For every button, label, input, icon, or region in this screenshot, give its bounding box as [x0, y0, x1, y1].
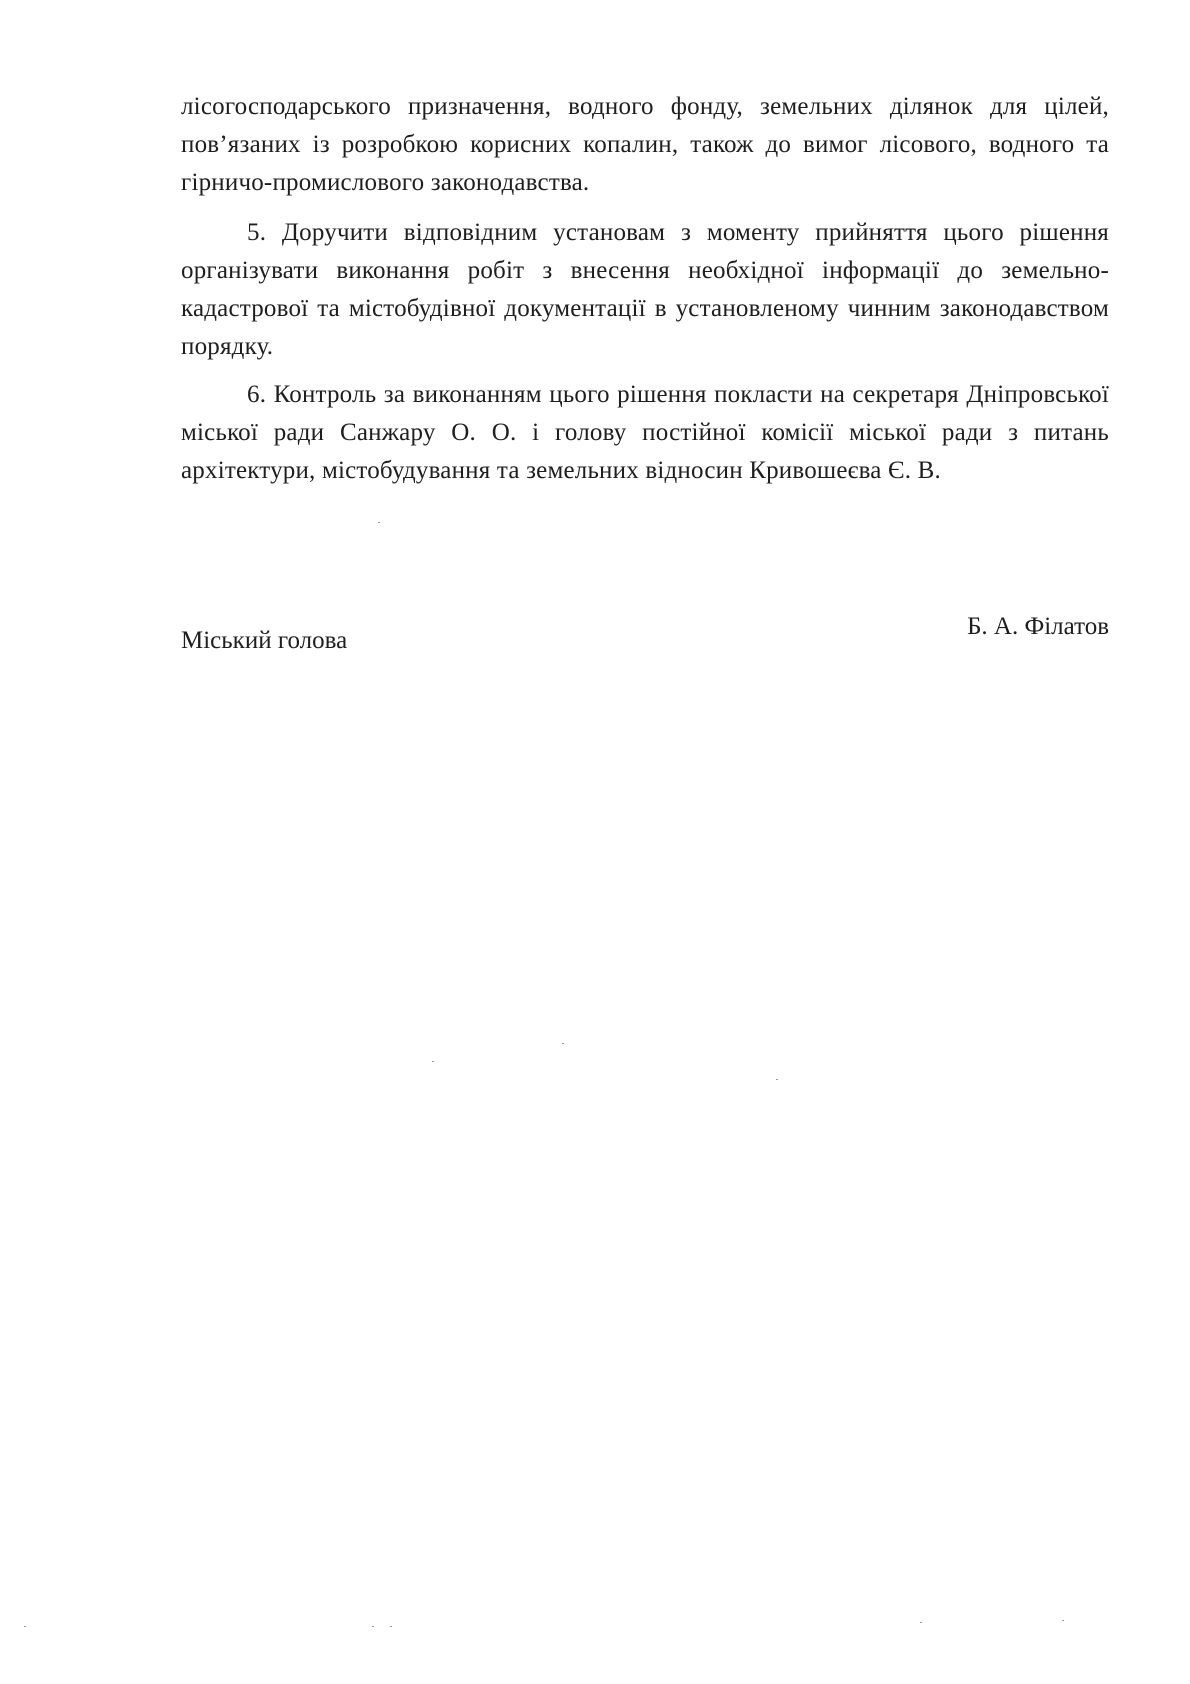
paragraph-continuation: [181, 88, 1109, 202]
scan-speck: [432, 1061, 434, 1062]
signature-title: Міський голова: [181, 627, 348, 654]
signature-name: Б. А. Філатов: [967, 613, 1109, 640]
scan-speck: [24, 1626, 26, 1627]
paragraph-6: [181, 376, 1109, 490]
scan-speck: [562, 1043, 564, 1044]
scan-speck: [378, 522, 380, 523]
paragraph-6-text: 6. Контроль за виконанням цього рішення покласти на секретаря Дніпровської міської ради Санжару О. О. і голову постійної комісії міської ради з питань архітектури, містобудування та земельних відносин Кривошеєва Є. В.: [181, 381, 1109, 484]
paragraph-5: [181, 214, 1109, 366]
scan-speck: [776, 1079, 778, 1080]
paragraph-continuation-text: лісогосподарського призначення, водного фонду, земельних ділянок для цілей, пов’язаних із розробкою корисних копалин, також до вимог лісового, водного та гірничо-промислового законодавства.: [181, 93, 1109, 196]
scan-speck: [1062, 1620, 1064, 1621]
paragraph-5-text: 5. Доручити відповідним установам з моменту прийняття цього рішення організувати виконання робіт з внесення необхідної інформації до земельно-кадастрової та містобудівної документації в установленому чинним законодавством порядку.: [181, 219, 1109, 360]
scan-speck: [920, 1622, 922, 1623]
scan-speck: [390, 1626, 392, 1627]
scan-speck: [372, 1626, 374, 1627]
